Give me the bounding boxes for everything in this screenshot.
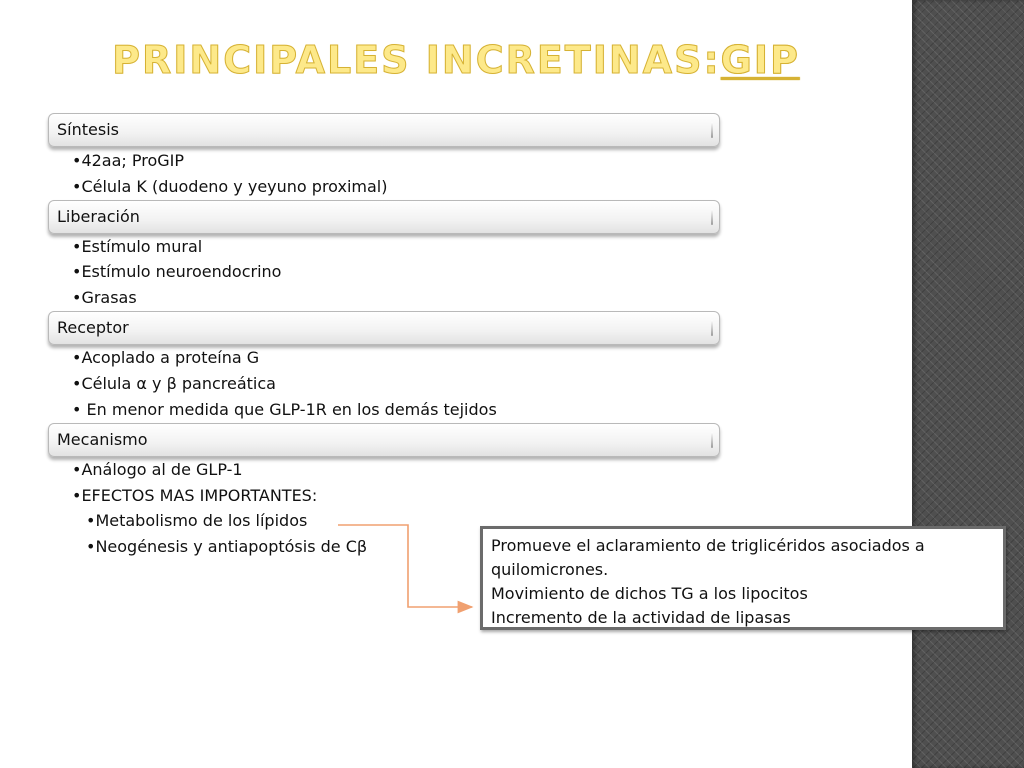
- section-header-label: Receptor: [57, 318, 129, 337]
- list-item: •Análogo al de GLP-1: [72, 460, 243, 479]
- list-item: •EFECTOS MAS IMPORTANTES:: [72, 486, 318, 505]
- list-item: •Grasas: [72, 288, 137, 307]
- list-item: •Célula α y β pancreática: [72, 374, 276, 393]
- section-header-label: Síntesis: [57, 120, 119, 139]
- title-main: PRINCIPALES INCRETINAS:: [112, 38, 721, 82]
- list-item-text: Estímulo mural: [81, 237, 203, 256]
- section-header-label: Liberación: [57, 207, 140, 226]
- list-item-text: Análogo al de GLP-1: [81, 460, 243, 479]
- list-item-text: Estímulo neuroendocrino: [81, 262, 282, 281]
- title-gip: GIP: [720, 38, 800, 82]
- sub-list-item: •Metabolismo de los lípidos: [86, 511, 308, 530]
- sub-list-item-text: Metabolismo de los lípidos: [95, 511, 308, 530]
- list-item-text: Grasas: [81, 288, 137, 307]
- list-item: •Estímulo neuroendocrino: [72, 262, 282, 281]
- list-item-text: Acoplado a proteína G: [81, 348, 260, 367]
- callout-line: Movimiento de dichos TG a los lipocitos: [491, 584, 808, 603]
- list-item: • En menor medida que GLP-1R en los demás tejidos: [72, 400, 497, 419]
- callout-box: [480, 526, 1006, 630]
- list-item-text: EFECTOS MAS IMPORTANTES:: [81, 486, 318, 505]
- callout-line: Incremento de la actividad de lipasas: [491, 608, 791, 627]
- list-item-text: En menor medida que GLP-1R en los demás tejidos: [81, 400, 497, 419]
- callout-line: Promueve el aclaramiento de triglicéridos asociados a quilomicrones.: [491, 536, 925, 579]
- list-item-text: Célula α y β pancreática: [81, 374, 276, 393]
- list-item: •Estímulo mural: [72, 237, 203, 256]
- list-item: •Célula K (duodeno y yeyuno proximal): [72, 177, 388, 196]
- section-header-label: Mecanismo: [57, 430, 148, 449]
- list-item: •42aa; ProGIP: [72, 151, 185, 170]
- sub-list-item-text: Neogénesis y antiapoptósis de Cβ: [95, 537, 368, 556]
- list-item-text: 42aa; ProGIP: [81, 151, 185, 170]
- list-item-text: Célula K (duodeno y yeyuno proximal): [81, 177, 388, 196]
- list-item: •Acoplado a proteína G: [72, 348, 260, 367]
- sub-list-item: •Neogénesis y antiapoptósis de Cβ: [86, 537, 368, 556]
